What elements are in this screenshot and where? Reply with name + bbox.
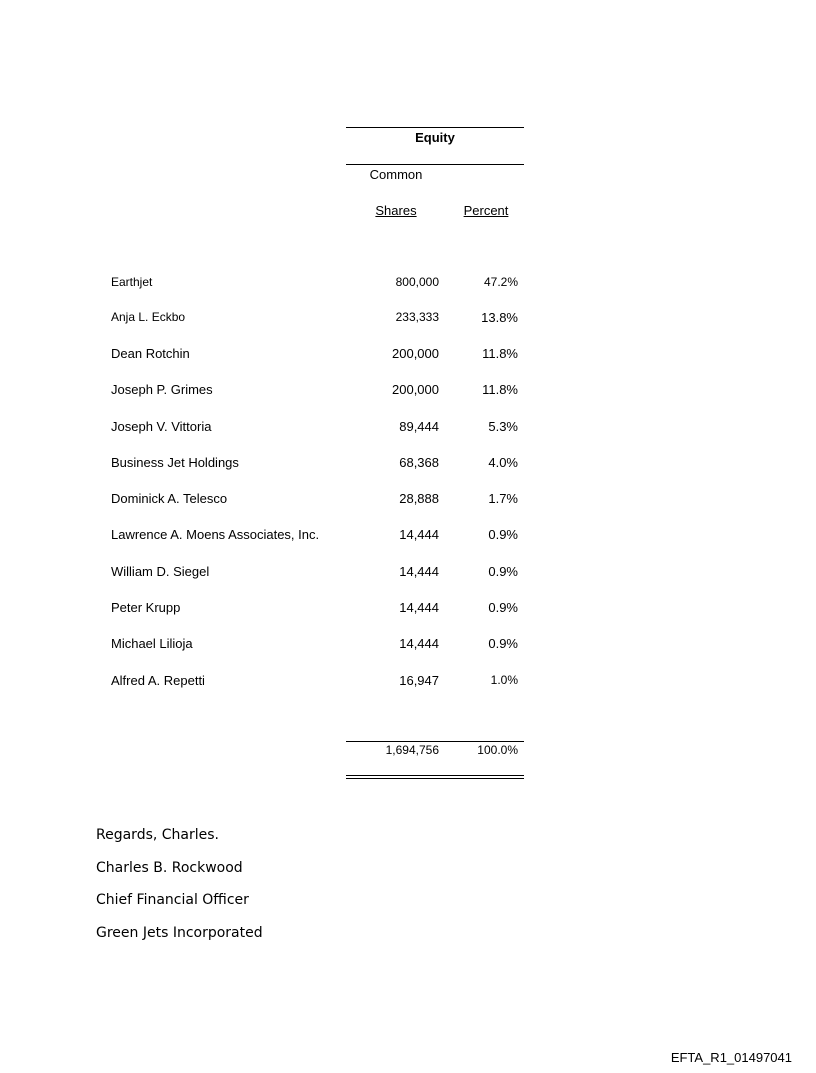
holder-percent: 11.8% bbox=[482, 382, 518, 397]
holder-name: Joseph P. Grimes bbox=[111, 382, 213, 397]
signer-name: Charles B. Rockwood bbox=[96, 860, 243, 876]
holder-name: Dominick A. Telesco bbox=[111, 491, 228, 506]
holder-shares: 233,333 bbox=[395, 310, 439, 324]
total-double-rule-bottom bbox=[346, 778, 524, 779]
holder-name: Dean Rotchin bbox=[111, 346, 190, 361]
holder-shares: 14,444 bbox=[399, 527, 439, 542]
holder-name: Michael Lilioja bbox=[111, 636, 193, 651]
shares-column-header: Shares bbox=[375, 203, 417, 218]
equity-header: Equity bbox=[415, 130, 455, 145]
holder-percent: 0.9% bbox=[488, 564, 518, 579]
header-top-rule bbox=[346, 127, 524, 128]
holder-name: Lawrence A. Moens Associates, Inc. bbox=[111, 527, 320, 542]
holder-shares: 200,000 bbox=[392, 346, 439, 361]
holder-name: Joseph V. Vittoria bbox=[111, 419, 212, 434]
table-row bbox=[0, 564, 816, 584]
closing-line: Regards, Charles. bbox=[96, 827, 219, 843]
total-row bbox=[0, 743, 816, 763]
total-top-rule bbox=[346, 741, 524, 742]
holder-percent: 4.0% bbox=[488, 455, 518, 470]
table-row bbox=[0, 673, 816, 693]
holder-name: Peter Krupp bbox=[111, 600, 181, 615]
percent-column-header: Percent bbox=[463, 203, 509, 218]
document-id: EFTA_R1_01497041 bbox=[670, 1050, 792, 1065]
holder-percent: 0.9% bbox=[488, 600, 518, 615]
holder-percent: 0.9% bbox=[488, 527, 518, 542]
table-row bbox=[0, 419, 816, 439]
holder-shares: 800,000 bbox=[395, 275, 439, 289]
holder-percent: 1.7% bbox=[488, 491, 518, 506]
table-row bbox=[0, 310, 816, 330]
holder-percent: 11.8% bbox=[482, 346, 518, 361]
holder-percent: 13.8% bbox=[481, 310, 518, 325]
total-percent: 100.0% bbox=[477, 743, 518, 757]
holder-name: Business Jet Holdings bbox=[111, 455, 239, 470]
holder-percent: 47.2% bbox=[483, 275, 518, 289]
table-row bbox=[0, 527, 816, 547]
table-row bbox=[0, 600, 816, 620]
signer-title: Chief Financial Officer bbox=[96, 892, 249, 908]
table-row bbox=[0, 455, 816, 475]
holder-shares: 16,947 bbox=[399, 673, 439, 688]
signer-company: Green Jets Incorporated bbox=[96, 925, 263, 941]
table-row bbox=[0, 346, 816, 366]
table-row bbox=[0, 636, 816, 656]
total-shares: 1,694,756 bbox=[385, 743, 439, 757]
holder-shares: 14,444 bbox=[399, 636, 439, 651]
total-double-rule-top bbox=[346, 775, 524, 776]
holder-name: Alfred A. Repetti bbox=[111, 673, 205, 688]
holder-shares: 89,444 bbox=[399, 419, 439, 434]
holder-percent: 0.9% bbox=[488, 636, 518, 651]
holder-shares: 14,444 bbox=[399, 600, 439, 615]
holder-shares: 14,444 bbox=[399, 564, 439, 579]
holder-shares: 68,368 bbox=[399, 455, 439, 470]
table-row bbox=[0, 382, 816, 402]
holder-name: Earthjet bbox=[111, 275, 153, 289]
holder-percent: 1.0% bbox=[490, 673, 518, 687]
holder-percent: 5.3% bbox=[488, 419, 518, 434]
holder-name: William D. Siegel bbox=[111, 564, 210, 579]
holder-shares: 28,888 bbox=[399, 491, 439, 506]
holder-shares: 200,000 bbox=[392, 382, 439, 397]
holder-name: Anja L. Eckbo bbox=[111, 310, 186, 324]
header-group-rule bbox=[346, 164, 524, 165]
table-row bbox=[0, 275, 816, 295]
common-header: Common bbox=[369, 167, 423, 182]
table-row bbox=[0, 491, 816, 511]
